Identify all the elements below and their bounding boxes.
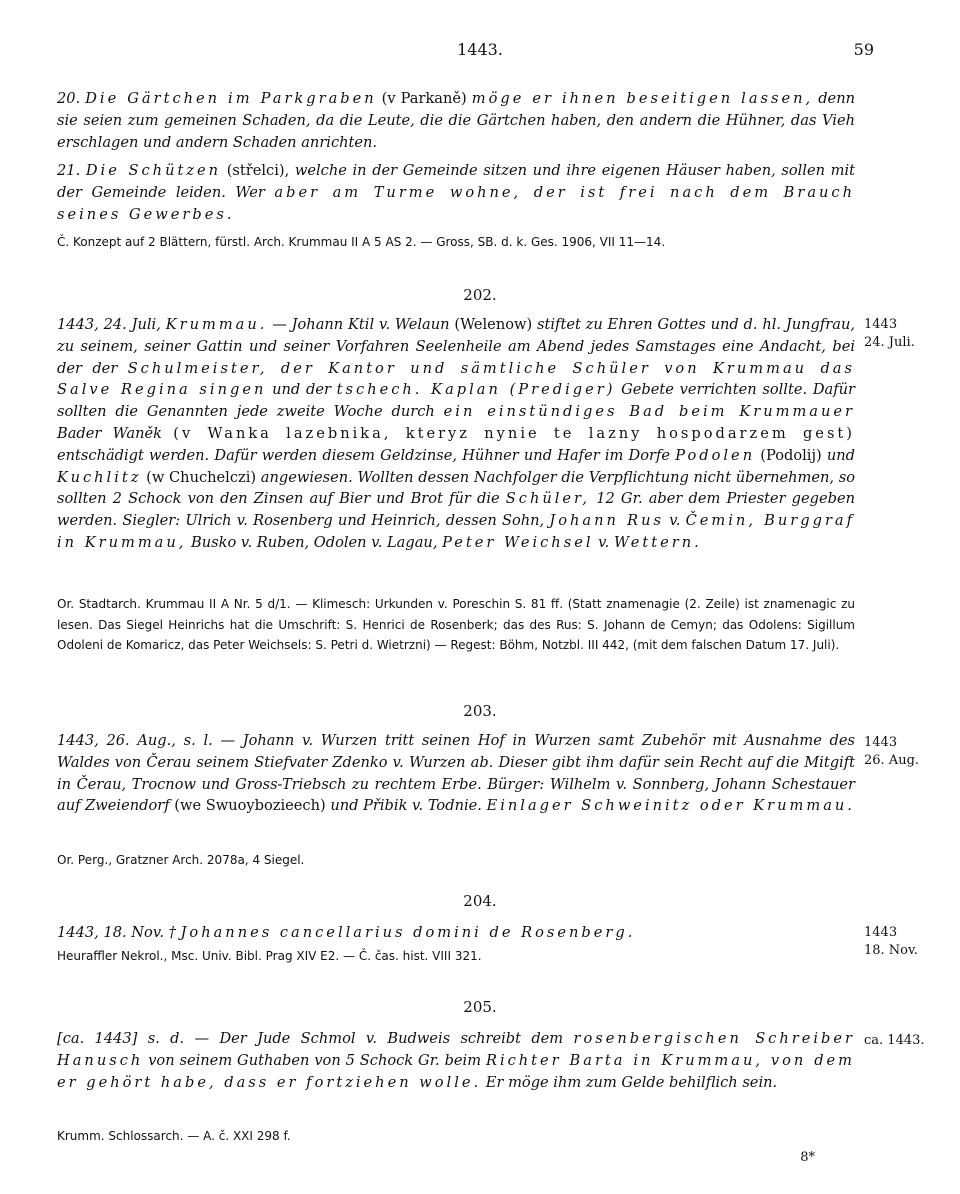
- spaced-text: Die Schützen: [85, 162, 222, 179]
- body-text: 12 Gr. aber dem Priester gegeben werden. Siegler: Ulrich v. Rosenberg und Heinrich, dessen Sohn,: [57, 490, 856, 530]
- spaced-text: Podolen: [675, 446, 756, 464]
- margin-year: ca. 1443.: [864, 1033, 925, 1048]
- printer-signature: 8*: [800, 1150, 815, 1165]
- body-text: Gebete verrichten sollte. Dafür sollten die Genannten jede zweite Woche durch: [57, 381, 856, 421]
- body-text: und Přibik v. Todnie.: [330, 797, 482, 815]
- czech-quote: (v Wanka lazebnika, kteryz nynie te lazny hospodarzem gest): [173, 424, 855, 442]
- source-note-204: Heuraffler Nekrol., Msc. Univ. Bibl. Prag XIV E2. — Č. čas. hist. VIII 321.: [57, 949, 482, 963]
- czech-gloss: (Welenow): [454, 316, 533, 333]
- body-text: Bader Waněk: [57, 424, 162, 442]
- body-text: — Johann Ktil v. Welaun: [272, 316, 450, 333]
- margin-year: 1443: [864, 735, 898, 750]
- spaced-text: Johann Rus: [549, 512, 665, 530]
- spaced-text: tschech. Kaplan (Prediger): [336, 381, 616, 399]
- spaced-text: Peter Weichsel: [442, 533, 594, 551]
- paragraph-20: [57, 88, 855, 153]
- czech-gloss: (v Parkaně): [381, 90, 467, 107]
- body-text: welche in der Gemeinde sitzen und ihre eigenen Häuser haben, sollen mit der Gemeinde leiden. Wer: [57, 162, 856, 201]
- source-note-203: Or. Perg., Gratzner Arch. 2078a, 4 Siegel.: [57, 853, 305, 867]
- body-text: Er möge ihm zum Gelde behilflich sein.: [485, 1073, 778, 1091]
- spaced-text: Schüler,: [505, 490, 591, 508]
- margin-year: 1443: [864, 317, 898, 332]
- margin-date-203: [864, 734, 960, 770]
- page-number: 59: [853, 40, 874, 59]
- body-text: v.: [598, 533, 610, 551]
- spaced-text: Einlager Schweinitz oder Krummau.: [486, 797, 855, 815]
- spaced-text: möge er ihnen beseitigen lassen,: [471, 90, 814, 107]
- body-text: 1443, 26. Aug., s. l. — Johann v. Wurzen tritt seinen Hof in Wurzen samt Zubehör mit Ausnahme des Waldes von Čerau seinem Stiefvater Zdenko v. Wurzen ab. Dieser gibt ihm dafür sein Recht auf die Mitgift in Čerau, Trocnow und Gross-Triebsch zu rechtem Erbe. Bürger: Wilhelm v. Sonnberg, Johann Schestauer auf Zweiendorf: [57, 732, 855, 815]
- czech-gloss: (we Swuoybozieech): [174, 797, 326, 815]
- margin-day: 18. Nov.: [864, 943, 918, 958]
- paragraph-21: [57, 160, 855, 225]
- entry-number-205: 205.: [463, 998, 497, 1016]
- date-text: 1443, 24. Juli,: [57, 316, 161, 333]
- body-text: und: [826, 446, 856, 464]
- source-note-201: Č. Konzept auf 2 Blättern, fürstl. Arch. Krummau II A 5 AS 2. — Gross, SB. d. k. Ges. 1906, VII 11—14.: [57, 235, 666, 249]
- margin-year: 1443: [864, 925, 898, 940]
- spaced-text: Die Gärtchen im Parkgraben: [85, 90, 377, 107]
- entry-text-202: [57, 314, 855, 554]
- czech-gloss: (w Chuchelczi): [146, 468, 257, 486]
- entry-text-205: [57, 1028, 855, 1093]
- source-note-205: Krumm. Schlossarch. — A. č. XXI 298 f.: [57, 1129, 291, 1143]
- entry-text-204: [57, 922, 855, 944]
- margin-date-204: [864, 924, 960, 960]
- paragraph-number: 20.: [57, 90, 81, 107]
- body-text: v.: [669, 512, 681, 530]
- place-text: Krummau.: [165, 316, 268, 333]
- source-note-202: Or. Stadtarch. Krummau II A Nr. 5 d/1. — Klimesch: Urkunden v. Poreschin S. 81 ff. (Statt znamenagie (2. Zeile) ist znamenagic zu lesen. Das Siegel Heinrichs hat die Umschrift: S. Henrici de Rosenberk; das des Rus: S. Johann de Cemyn; das Odolens: Sigillum Odoleni de Komaricz, das Peter Weichsels: S. Petri d. Wietrzni) — Regest: Böhm, Notzbl. III 442, (mit dem falschen Datum 17. Juli).: [57, 597, 855, 653]
- body-text: angewiesen. Wollten dessen Nachfolger die Verpflichtung nicht übernehmen, so sollten 2 Schock von den Zinsen auf Bier und Brot für die: [57, 468, 855, 508]
- spaced-text: ein einstündiges Bad beim Krummauer: [443, 403, 855, 421]
- spaced-text: Schulmeister, der Kantor und sämtliche Schüler von Krummau das Salve Regina singen: [57, 359, 855, 399]
- czech-gloss: (Podolij): [760, 446, 822, 464]
- body-text: denn sie seien zum gemeinen Schaden, da die Leute, die die Gärtchen haben, den andern die Hühner, das Vieh erschlagen und andern Schaden anrichten.: [57, 90, 855, 151]
- spaced-text: Johannes cancellarius domini de Rosenberg.: [180, 924, 636, 941]
- entry-number-204: 204.: [463, 892, 497, 910]
- spaced-text: Richter Barta in Krummau, von dem er gehört habe, dass er fortziehen wolle.: [57, 1051, 856, 1091]
- margin-day: 24. Juli.: [864, 335, 915, 350]
- body-text: stiftet zu Ehren Gottes und d. hl. Jungfrau, zu seinem, seiner Gattin und seiner Vorfahren Seelenheile am Abend jedes Samstages eine Andacht, bei der der: [57, 316, 855, 377]
- body-text: von seinem Guthaben von 5 Schock Gr. beim: [148, 1051, 482, 1069]
- margin-date-202: [864, 316, 960, 352]
- body-text: und der: [272, 381, 331, 399]
- body-text: [ca. 1443] s. d. — Der Jude Schmol v. Budweis schreibt dem: [57, 1030, 564, 1047]
- spaced-text: rosenbergischen Schreiber Hanusch: [57, 1030, 855, 1069]
- spaced-text: Wettern.: [613, 533, 702, 551]
- entry-text-203: [57, 730, 855, 817]
- body-text: 1443, 18. Nov. †: [57, 924, 176, 941]
- spaced-text: Kuchlitz: [57, 468, 142, 486]
- czech-gloss: (střelci),: [226, 162, 290, 179]
- margin-day: 26. Aug.: [864, 753, 920, 768]
- spaced-text: Čemin, Burggraf in Krummau,: [57, 512, 856, 551]
- paragraph-number: 21.: [57, 162, 81, 179]
- entry-number-203: 203.: [463, 702, 497, 720]
- spaced-text: aber am Turme wohne, der ist frei nach dem Brauch seines Gewerbes.: [57, 183, 856, 223]
- body-text: entschädigt werden. Dafür werden diesem Geldzinse, Hühner und Hafer im Dorfe: [57, 446, 671, 464]
- body-text: Busko v. Ruben, Odolen v. Lagau,: [191, 533, 438, 551]
- margin-date-205: [864, 1032, 960, 1050]
- running-header-year: 1443.: [457, 40, 503, 59]
- entry-number-202: 202.: [463, 286, 497, 304]
